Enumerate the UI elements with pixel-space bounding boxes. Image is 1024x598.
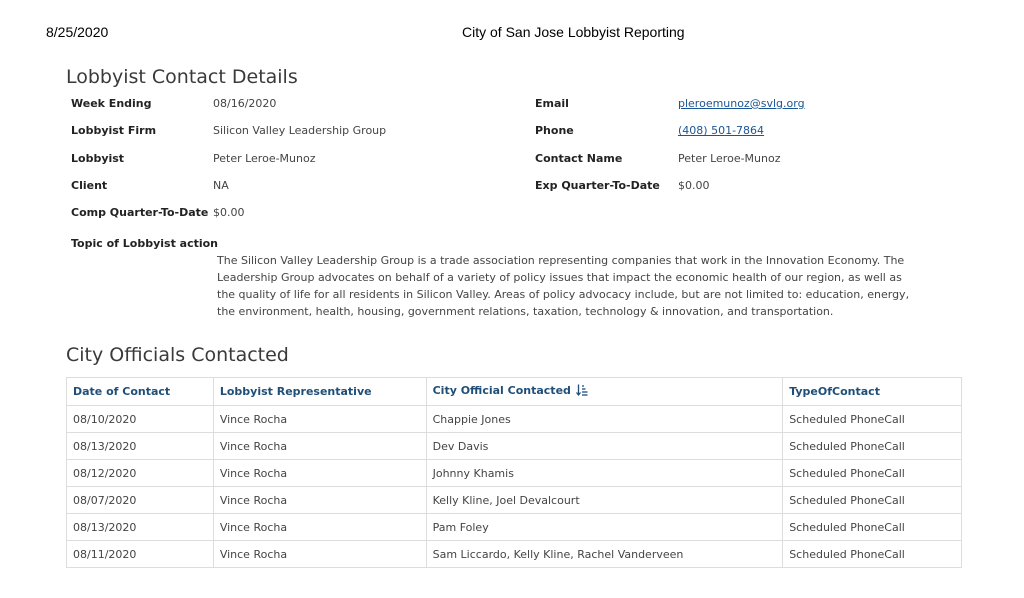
client-value: NA (213, 179, 229, 192)
cell-type: Scheduled PhoneCall (783, 406, 962, 433)
table-row (67, 406, 962, 433)
cell-representative: Vince Rocha (213, 433, 426, 460)
cell-official: Pam Foley (426, 514, 783, 541)
cell-official: Chappie Jones (426, 406, 783, 433)
cell-type: Scheduled PhoneCall (783, 460, 962, 487)
cell-representative: Vince Rocha (213, 460, 426, 487)
lobbyist-label: Lobbyist (71, 152, 125, 165)
print-date: 8/25/2020 (46, 24, 109, 40)
cell-type: Scheduled PhoneCall (783, 514, 962, 541)
contact-name-label: Contact Name (535, 152, 623, 165)
cell-representative: Vince Rocha (213, 406, 426, 433)
cell-date: 08/12/2020 (67, 460, 214, 487)
officials-section-title: City Officials Contacted (66, 344, 289, 366)
comp-quarter-value: $0.00 (213, 206, 245, 219)
details-section-title: Lobbyist Contact Details (66, 66, 298, 88)
email-link[interactable]: pleroemunoz@svlg.org (678, 97, 805, 110)
email-label: Email (535, 97, 569, 110)
cell-date: 08/07/2020 (67, 487, 214, 514)
column-header-label: Lobbyist Representative (219, 385, 372, 398)
column-header-label: TypeOfContact (789, 385, 880, 398)
lobbyist-firm-value: Silicon Valley Leadership Group (213, 124, 387, 137)
sort-descending-icon[interactable] (576, 384, 588, 399)
column-header-representative[interactable] (213, 378, 426, 406)
phone-link[interactable]: (408) 501-7864 (678, 124, 765, 137)
week-ending-label: Week Ending (71, 97, 152, 110)
cell-type: Scheduled PhoneCall (783, 541, 962, 568)
cell-representative: Vince Rocha (213, 541, 426, 568)
cell-type: Scheduled PhoneCall (783, 487, 962, 514)
cell-representative: Vince Rocha (213, 514, 426, 541)
cell-date: 08/13/2020 (67, 433, 214, 460)
cell-date: 08/13/2020 (67, 514, 214, 541)
comp-quarter-label: Comp Quarter-To-Date (71, 206, 209, 219)
column-header-label: Date of Contact (73, 385, 171, 398)
contact-name-value: Peter Leroe-Munoz (678, 152, 781, 165)
officials-table (66, 377, 962, 568)
table-row (67, 541, 962, 568)
print-title: City of San Jose Lobbyist Reporting (462, 24, 685, 40)
exp-quarter-label: Exp Quarter-To-Date (535, 179, 660, 192)
cell-date: 08/10/2020 (67, 406, 214, 433)
exp-quarter-value: $0.00 (678, 179, 710, 192)
cell-date: 08/11/2020 (67, 541, 214, 568)
topic-label: Topic of Lobbyist action (71, 237, 219, 250)
cell-official: Kelly Kline, Joel Devalcourt (426, 487, 783, 514)
column-header-label: City Official Contacted (432, 384, 571, 397)
topic-description: The Silicon Valley Leadership Group is a trade association representing companies that work in the Innovation Economy. The Leadership Group advocates on behalf of a variety of policy issues that impact the economic health of our region, as well as the quality of life for all residents in Silicon Valley. Areas of policy advocacy include, but are not limited to: education, energy, the environment, health, housing, government relations, taxation, technology & innovation, and transportation. (217, 254, 910, 318)
column-header-date[interactable] (67, 378, 214, 406)
week-ending-value: 08/16/2020 (213, 97, 277, 110)
cell-official: Sam Liccardo, Kelly Kline, Rachel Vanderveen (426, 541, 783, 568)
lobbyist-value: Peter Leroe-Munoz (213, 152, 316, 165)
column-header-official[interactable] (426, 378, 783, 406)
cell-representative: Vince Rocha (213, 487, 426, 514)
table-header-row (67, 378, 962, 406)
table-row (67, 514, 962, 541)
cell-official: Dev Davis (426, 433, 783, 460)
cell-type: Scheduled PhoneCall (783, 433, 962, 460)
table-row (67, 460, 962, 487)
lobbyist-firm-label: Lobbyist Firm (71, 124, 157, 137)
phone-label: Phone (535, 124, 574, 137)
table-row (67, 433, 962, 460)
table-row (67, 487, 962, 514)
cell-official: Johnny Khamis (426, 460, 783, 487)
column-header-type[interactable] (783, 378, 962, 406)
client-label: Client (71, 179, 108, 192)
